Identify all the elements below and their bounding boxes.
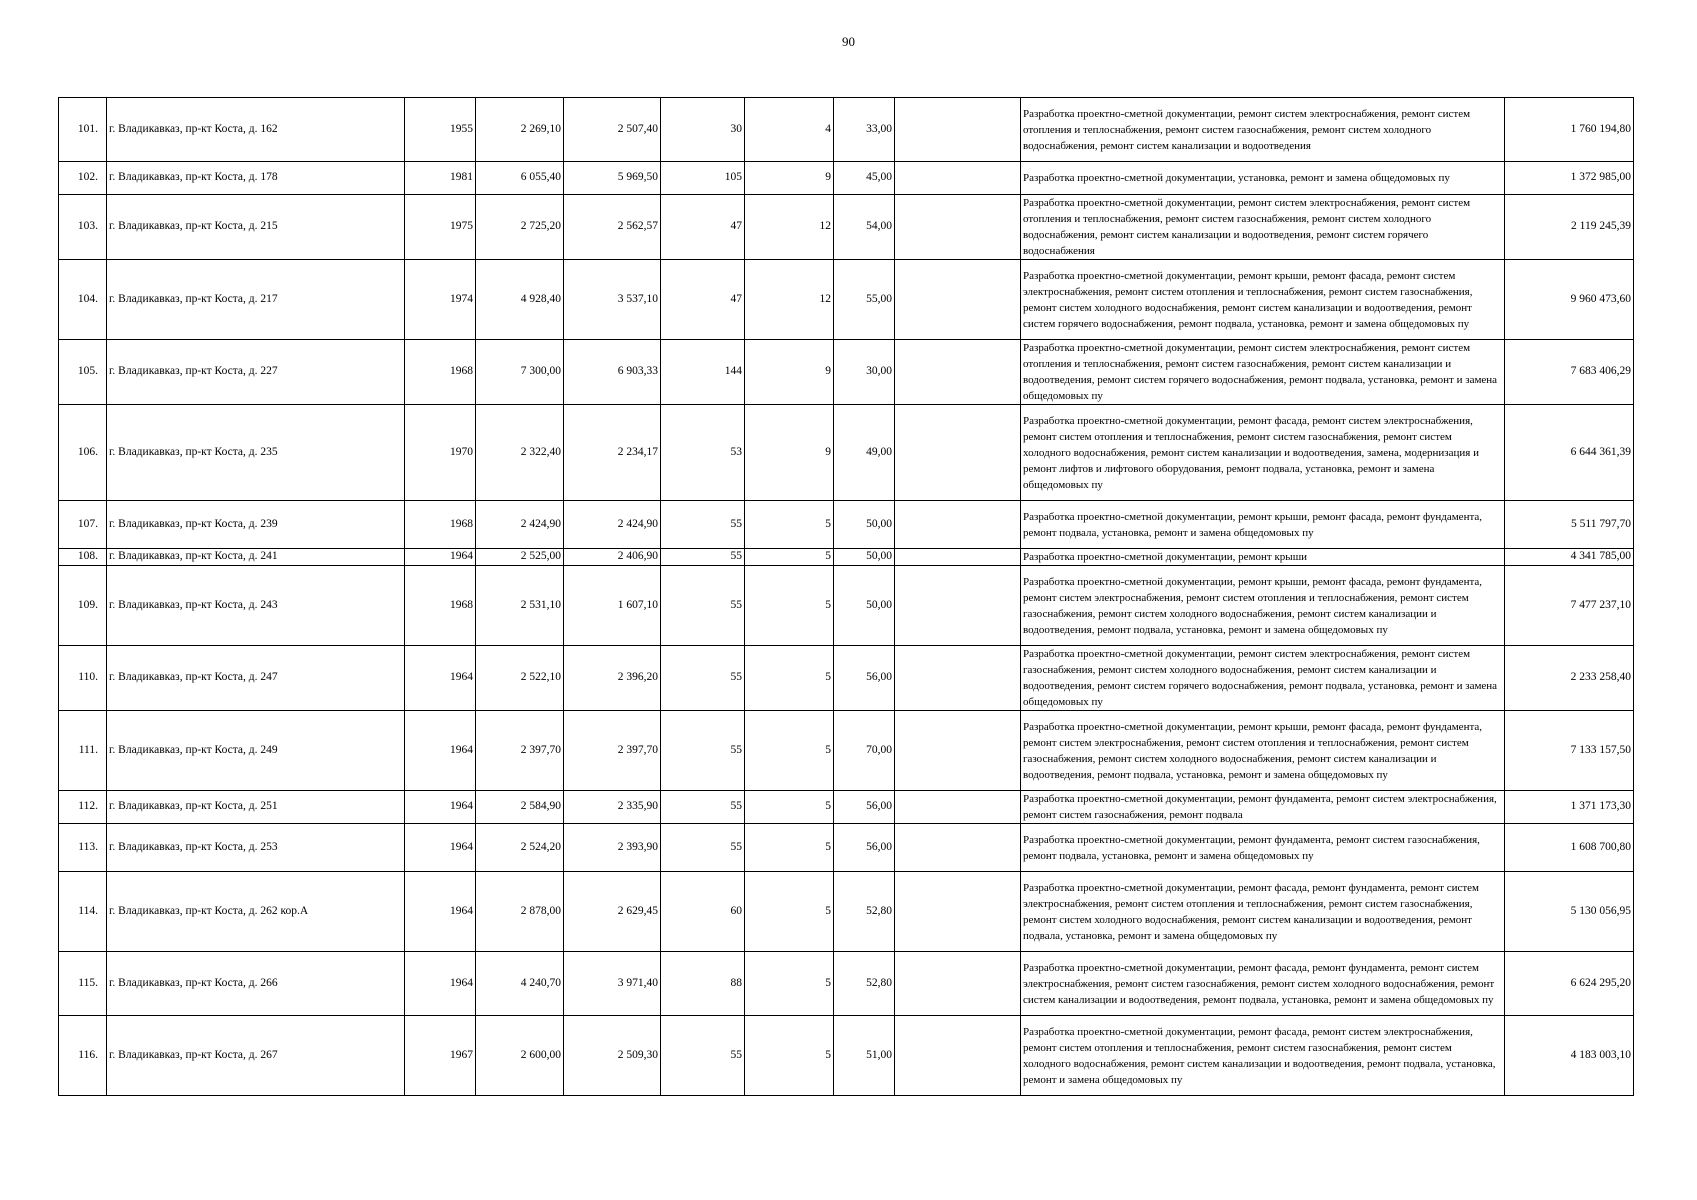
table-row <box>59 1016 1634 1096</box>
empty-cell <box>895 824 1021 872</box>
empty-cell <box>895 872 1021 952</box>
wear-percent: 51,00 <box>834 1016 895 1096</box>
table-row <box>59 98 1634 162</box>
floors-count: 5 <box>745 872 834 952</box>
empty-cell <box>895 566 1021 646</box>
row-number: 101. <box>59 98 107 162</box>
repair-program-table <box>58 97 1634 1096</box>
total-area: 2 424,90 <box>476 501 564 549</box>
empty-cell <box>895 195 1021 260</box>
floors-count: 5 <box>745 646 834 711</box>
row-number: 113. <box>59 824 107 872</box>
empty-cell <box>895 791 1021 824</box>
year-built: 1968 <box>405 501 476 549</box>
row-number: 112. <box>59 791 107 824</box>
table-row <box>59 566 1634 646</box>
empty-cell <box>895 340 1021 405</box>
wear-percent: 54,00 <box>834 195 895 260</box>
empty-cell <box>895 646 1021 711</box>
works-description: Разработка проектно-сметной документации, ремонт систем электроснабжения, ремонт систем газоснабжения, ремонт систем холодного водоснабжения, ремонт систем канализации и водоотведения, ремонт систем горячего водоснабжения, ремонт подвала, установка, ремонт и замена общедомовых пу <box>1021 646 1505 711</box>
wear-percent: 52,80 <box>834 952 895 1016</box>
residents-count: 55 <box>661 711 745 791</box>
wear-percent: 33,00 <box>834 98 895 162</box>
total-area: 7 300,00 <box>476 340 564 405</box>
works-description: Разработка проектно-сметной документации, ремонт систем электроснабжения, ремонт систем отопления и теплоснабжения, ремонт систем газоснабжения, ремонт систем холодного водоснабжения, ремонт систем канализации и водоотведения, ремонт систем горячего водоснабжения <box>1021 195 1505 260</box>
table-row <box>59 340 1634 405</box>
residents-count: 47 <box>661 260 745 340</box>
cost-sum: 1 760 194,80 <box>1505 98 1634 162</box>
wear-percent: 50,00 <box>834 501 895 549</box>
works-description: Разработка проектно-сметной документации, ремонт фундамента, ремонт систем электроснабжения, ремонт систем газоснабжения, ремонт подвала <box>1021 791 1505 824</box>
row-number: 103. <box>59 195 107 260</box>
table-row <box>59 501 1634 549</box>
floors-count: 5 <box>745 711 834 791</box>
floors-count: 5 <box>745 1016 834 1096</box>
residents-count: 55 <box>661 549 745 566</box>
address: г. Владикавказ, пр-кт Коста, д. 235 <box>107 405 405 501</box>
works-description: Разработка проектно-сметной документации, ремонт фундамента, ремонт систем газоснабжения, ремонт подвала, установка, ремонт и замена общедомовых пу <box>1021 824 1505 872</box>
living-area: 2 406,90 <box>564 549 661 566</box>
total-area: 2 600,00 <box>476 1016 564 1096</box>
empty-cell <box>895 711 1021 791</box>
cost-sum: 6 624 295,20 <box>1505 952 1634 1016</box>
year-built: 1975 <box>405 195 476 260</box>
residents-count: 105 <box>661 162 745 195</box>
works-description: Разработка проектно-сметной документации, ремонт крыши, ремонт фасада, ремонт систем электроснабжения, ремонт систем отопления и теплоснабжения, ремонт систем газоснабжения, ремонт систем холодного водоснабжения, ремонт систем канализации и водоотведения, ремонт систем горячего водоснабжения, ремонт подвала, установка, ремонт и замена общедомовых пу <box>1021 260 1505 340</box>
works-description: Разработка проектно-сметной документации, ремонт фасада, ремонт систем электроснабжения, ремонт систем отопления и теплоснабжения, ремонт систем газоснабжения, ремонт систем холодного водоснабжения, ремонт систем канализации и водоотведения, ремонт подвала, установка, ремонт и замена общедомовых пу <box>1021 1016 1505 1096</box>
empty-cell <box>895 260 1021 340</box>
works-description: Разработка проектно-сметной документации, ремонт крыши, ремонт фасада, ремонт фундамента, ремонт систем электроснабжения, ремонт систем отопления и теплоснабжения, ремонт систем газоснабжения, ремонт систем холодного водоснабжения, ремонт систем канализации и водоотведения, ремонт подвала, установка, ремонт и замена общедомовых пу <box>1021 566 1505 646</box>
table-body <box>59 98 1634 1096</box>
cost-sum: 1 372 985,00 <box>1505 162 1634 195</box>
year-built: 1964 <box>405 711 476 791</box>
address: г. Владикавказ, пр-кт Коста, д. 241 <box>107 549 405 566</box>
address: г. Владикавказ, пр-кт Коста, д. 247 <box>107 646 405 711</box>
floors-count: 12 <box>745 195 834 260</box>
living-area: 2 629,45 <box>564 872 661 952</box>
address: г. Владикавказ, пр-кт Коста, д. 251 <box>107 791 405 824</box>
year-built: 1964 <box>405 952 476 1016</box>
address: г. Владикавказ, пр-кт Коста, д. 217 <box>107 260 405 340</box>
table-row <box>59 260 1634 340</box>
residents-count: 55 <box>661 1016 745 1096</box>
works-description: Разработка проектно-сметной документации, ремонт крыши, ремонт фасада, ремонт фундамента, ремонт подвала, установка, ремонт и замена общедомовых пу <box>1021 501 1505 549</box>
works-description: Разработка проектно-сметной документации, ремонт фасада, ремонт фундамента, ремонт систем электроснабжения, ремонт систем газоснабжения, ремонт систем холодного водоснабжения, ремонт систем канализации и водоотведения, ремонт подвала, установка, ремонт и замена общедомовых пу <box>1021 952 1505 1016</box>
wear-percent: 50,00 <box>834 566 895 646</box>
cost-sum: 5 511 797,70 <box>1505 501 1634 549</box>
wear-percent: 55,00 <box>834 260 895 340</box>
year-built: 1964 <box>405 824 476 872</box>
empty-cell <box>895 98 1021 162</box>
wear-percent: 49,00 <box>834 405 895 501</box>
page-number: 90 <box>842 34 855 49</box>
works-description: Разработка проектно-сметной документации, ремонт фасада, ремонт систем электроснабжения, ремонт систем отопления и теплоснабжения, ремонт систем газоснабжения, ремонт систем холодного водоснабжения, ремонт систем канализации и водоотведения, замена, модернизация и ремонт лифтов и лифтового оборудования, ремонт подвала, установка, ремонт и замена общедомовых пу <box>1021 405 1505 501</box>
year-built: 1968 <box>405 340 476 405</box>
wear-percent: 45,00 <box>834 162 895 195</box>
residents-count: 30 <box>661 98 745 162</box>
residents-count: 55 <box>661 501 745 549</box>
wear-percent: 30,00 <box>834 340 895 405</box>
floors-count: 5 <box>745 952 834 1016</box>
table-row <box>59 791 1634 824</box>
floors-count: 12 <box>745 260 834 340</box>
row-number: 115. <box>59 952 107 1016</box>
works-description: Разработка проектно-сметной документации, ремонт фасада, ремонт фундамента, ремонт систем электроснабжения, ремонт систем отопления и теплоснабжения, ремонт систем газоснабжения, ремонт систем холодного водоснабжения, ремонт систем канализации и водоотведения, ремонт подвала, установка, ремонт и замена общедомовых пу <box>1021 872 1505 952</box>
wear-percent: 52,80 <box>834 872 895 952</box>
floors-count: 5 <box>745 549 834 566</box>
table-row <box>59 162 1634 195</box>
row-number: 116. <box>59 1016 107 1096</box>
address: г. Владикавказ, пр-кт Коста, д. 215 <box>107 195 405 260</box>
total-area: 2 725,20 <box>476 195 564 260</box>
row-number: 109. <box>59 566 107 646</box>
year-built: 1967 <box>405 1016 476 1096</box>
total-area: 6 055,40 <box>476 162 564 195</box>
residents-count: 47 <box>661 195 745 260</box>
empty-cell <box>895 1016 1021 1096</box>
cost-sum: 7 133 157,50 <box>1505 711 1634 791</box>
floors-count: 4 <box>745 98 834 162</box>
total-area: 2 525,00 <box>476 549 564 566</box>
cost-sum: 5 130 056,95 <box>1505 872 1634 952</box>
table-row <box>59 405 1634 501</box>
works-description: Разработка проектно-сметной документации, ремонт крыши <box>1021 549 1505 566</box>
total-area: 2 397,70 <box>476 711 564 791</box>
address: г. Владикавказ, пр-кт Коста, д. 239 <box>107 501 405 549</box>
cost-sum: 1 608 700,80 <box>1505 824 1634 872</box>
total-area: 2 322,40 <box>476 405 564 501</box>
total-area: 4 928,40 <box>476 260 564 340</box>
total-area: 4 240,70 <box>476 952 564 1016</box>
year-built: 1981 <box>405 162 476 195</box>
wear-percent: 56,00 <box>834 791 895 824</box>
total-area: 2 878,00 <box>476 872 564 952</box>
cost-sum: 1 371 173,30 <box>1505 791 1634 824</box>
year-built: 1968 <box>405 566 476 646</box>
floors-count: 9 <box>745 162 834 195</box>
year-built: 1964 <box>405 791 476 824</box>
floors-count: 5 <box>745 791 834 824</box>
residents-count: 55 <box>661 566 745 646</box>
living-area: 2 335,90 <box>564 791 661 824</box>
floors-count: 9 <box>745 405 834 501</box>
address: г. Владикавказ, пр-кт Коста, д. 162 <box>107 98 405 162</box>
residents-count: 144 <box>661 340 745 405</box>
wear-percent: 50,00 <box>834 549 895 566</box>
total-area: 2 269,10 <box>476 98 564 162</box>
works-description: Разработка проектно-сметной документации, установка, ремонт и замена общедомовых пу <box>1021 162 1505 195</box>
address: г. Владикавказ, пр-кт Коста, д. 178 <box>107 162 405 195</box>
row-number: 114. <box>59 872 107 952</box>
row-number: 106. <box>59 405 107 501</box>
residents-count: 60 <box>661 872 745 952</box>
floors-count: 9 <box>745 340 834 405</box>
empty-cell <box>895 952 1021 1016</box>
living-area: 1 607,10 <box>564 566 661 646</box>
address: г. Владикавказ, пр-кт Коста, д. 253 <box>107 824 405 872</box>
empty-cell <box>895 162 1021 195</box>
cost-sum: 7 683 406,29 <box>1505 340 1634 405</box>
year-built: 1974 <box>405 260 476 340</box>
cost-sum: 4 183 003,10 <box>1505 1016 1634 1096</box>
cost-sum: 6 644 361,39 <box>1505 405 1634 501</box>
living-area: 2 234,17 <box>564 405 661 501</box>
row-number: 105. <box>59 340 107 405</box>
row-number: 111. <box>59 711 107 791</box>
total-area: 2 524,20 <box>476 824 564 872</box>
cost-sum: 4 341 785,00 <box>1505 549 1634 566</box>
floors-count: 5 <box>745 566 834 646</box>
floors-count: 5 <box>745 824 834 872</box>
year-built: 1955 <box>405 98 476 162</box>
address: г. Владикавказ, пр-кт Коста, д. 249 <box>107 711 405 791</box>
living-area: 2 424,90 <box>564 501 661 549</box>
empty-cell <box>895 405 1021 501</box>
address: г. Владикавказ, пр-кт Коста, д. 266 <box>107 952 405 1016</box>
row-number: 102. <box>59 162 107 195</box>
cost-sum: 2 233 258,40 <box>1505 646 1634 711</box>
wear-percent: 70,00 <box>834 711 895 791</box>
living-area: 2 562,57 <box>564 195 661 260</box>
table-row <box>59 872 1634 952</box>
works-description: Разработка проектно-сметной документации, ремонт систем электроснабжения, ремонт систем отопления и теплоснабжения, ремонт систем газоснабжения, ремонт систем холодного водоснабжения, ремонт систем канализации и водоотведения <box>1021 98 1505 162</box>
living-area: 2 509,30 <box>564 1016 661 1096</box>
residents-count: 55 <box>661 646 745 711</box>
living-area: 2 393,90 <box>564 824 661 872</box>
row-number: 108. <box>59 549 107 566</box>
wear-percent: 56,00 <box>834 646 895 711</box>
year-built: 1964 <box>405 549 476 566</box>
empty-cell <box>895 501 1021 549</box>
year-built: 1964 <box>405 646 476 711</box>
works-description: Разработка проектно-сметной документации, ремонт систем электроснабжения, ремонт систем отопления и теплоснабжения, ремонт систем газоснабжения, ремонт систем канализации и водоотведения, ремонт систем горячего водоснабжения, ремонт подвала, установка, ремонт и замена общедомовых пу <box>1021 340 1505 405</box>
table-row <box>59 549 1634 566</box>
wear-percent: 56,00 <box>834 824 895 872</box>
table-row <box>59 952 1634 1016</box>
residents-count: 55 <box>661 824 745 872</box>
living-area: 3 971,40 <box>564 952 661 1016</box>
address: г. Владикавказ, пр-кт Коста, д. 227 <box>107 340 405 405</box>
cost-sum: 2 119 245,39 <box>1505 195 1634 260</box>
residents-count: 53 <box>661 405 745 501</box>
living-area: 3 537,10 <box>564 260 661 340</box>
total-area: 2 522,10 <box>476 646 564 711</box>
table-row <box>59 711 1634 791</box>
row-number: 110. <box>59 646 107 711</box>
living-area: 2 396,20 <box>564 646 661 711</box>
total-area: 2 531,10 <box>476 566 564 646</box>
living-area: 5 969,50 <box>564 162 661 195</box>
row-number: 104. <box>59 260 107 340</box>
living-area: 2 507,40 <box>564 98 661 162</box>
year-built: 1964 <box>405 872 476 952</box>
living-area: 6 903,33 <box>564 340 661 405</box>
residents-count: 88 <box>661 952 745 1016</box>
total-area: 2 584,90 <box>476 791 564 824</box>
living-area: 2 397,70 <box>564 711 661 791</box>
address: г. Владикавказ, пр-кт Коста, д. 267 <box>107 1016 405 1096</box>
row-number: 107. <box>59 501 107 549</box>
address: г. Владикавказ, пр-кт Коста, д. 262 кор.А <box>107 872 405 952</box>
residents-count: 55 <box>661 791 745 824</box>
cost-sum: 9 960 473,60 <box>1505 260 1634 340</box>
year-built: 1970 <box>405 405 476 501</box>
table-row <box>59 824 1634 872</box>
works-description: Разработка проектно-сметной документации, ремонт крыши, ремонт фасада, ремонт фундамента, ремонт систем электроснабжения, ремонт систем отопления и теплоснабжения, ремонт систем газоснабжения, ремонт систем холодного водоснабжения, ремонт систем канализации и водоотведения, ремонт подвала, установка, ремонт и замена общедомовых пу <box>1021 711 1505 791</box>
address: г. Владикавказ, пр-кт Коста, д. 243 <box>107 566 405 646</box>
cost-sum: 7 477 237,10 <box>1505 566 1634 646</box>
table-row <box>59 195 1634 260</box>
empty-cell <box>895 549 1021 566</box>
floors-count: 5 <box>745 501 834 549</box>
table-row <box>59 646 1634 711</box>
